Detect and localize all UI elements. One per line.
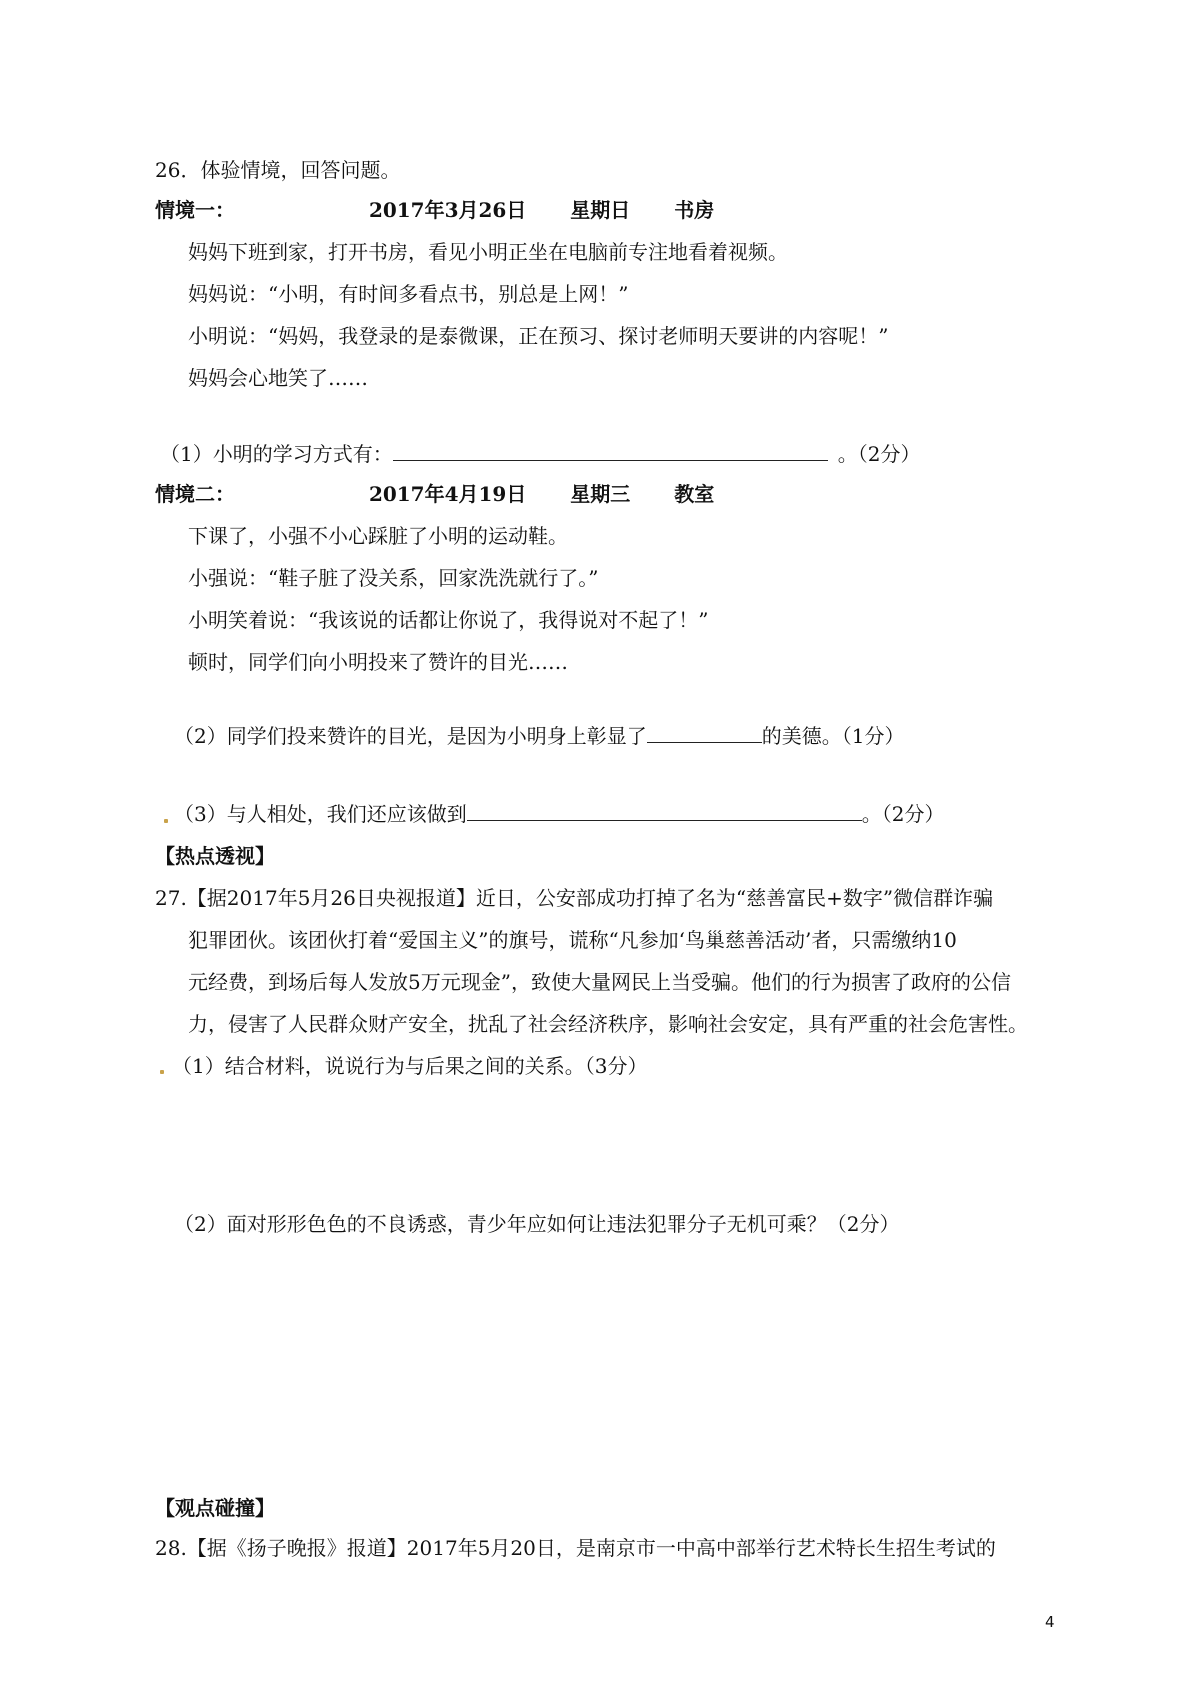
q26-sub2-answer-blank[interactable] (647, 724, 762, 743)
q27-sub2: （2）面对形形色色的不良诱惑，青少年应如何让违法犯罪分子无机可乘？（2分） (174, 1212, 900, 1236)
q28-line-1: 28.【据《扬子晚报》报道】2017年5月20日，是南京市一中高中部举行艺术特长生招生考试的 (155, 1536, 996, 1560)
q26-sub3 (174, 800, 944, 828)
q26-sub3-prompt: （3）与人相处，我们还应该做到 (174, 802, 467, 826)
scene2-date: 2017年4月19日 (368, 482, 527, 506)
scan-speck (164, 819, 168, 823)
page-number: 4 (1045, 1613, 1055, 1631)
q26-sub1-prompt: （1）小明的学习方式有： (160, 442, 393, 466)
scene1-weekday: 星期日 (570, 198, 631, 222)
q26-sub1-score: 。（2分） (837, 442, 921, 466)
scene1-place: 书房 (674, 198, 715, 222)
scene1-date: 2017年3月26日 (368, 198, 527, 222)
scene1-line-3: 小明说：“妈妈，我登录的是泰微课，正在预习、探讨老师明天要讲的内容呢！” (188, 324, 889, 348)
scene1-line-4: 妈妈会心地笑了…… (188, 366, 368, 390)
q27-line-2: 犯罪团伙。该团伙打着“爱国主义”的旗号，谎称“凡参加‘鸟巢慈善活动’者，只需缴纳10 (188, 928, 957, 952)
q27-line-4: 力，侵害了人民群众财产安全，扰乱了社会经济秩序，影响社会安定，具有严重的社会危害性。 (188, 1012, 1028, 1036)
q27-sub1: （1）结合材料，说说行为与后果之间的关系。（3分） (172, 1054, 648, 1078)
scene1-line-1: 妈妈下班到家，打开书房，看见小明正坐在电脑前专注地看着视频。 (188, 240, 788, 264)
scene2-title (155, 480, 714, 508)
q26-sub2-prompt: （2）同学们投来赞许的目光，是因为小明身上彰显了 (174, 724, 647, 748)
scene2-line-3: 小明笑着说：“我该说的话都让你说了，我得说对不起了！” (188, 608, 709, 632)
scene2-place: 教室 (674, 482, 715, 506)
q26-sub2-score: 的美德。（1分） (761, 724, 905, 748)
scene1-title (155, 196, 714, 224)
q26-sub3-score: 。（2分） (861, 802, 945, 826)
q26-sub2 (174, 722, 904, 750)
q26-heading: 26．体验情境，回答问题。 (155, 158, 401, 182)
scene2-weekday: 星期三 (570, 482, 631, 506)
q26-sub3-answer-blank[interactable] (467, 802, 862, 821)
q27-line-1: 27.【据2017年5月26日央视报道】近日，公安部成功打掉了名为“慈善富民+数字”微信群诈骗 (155, 886, 994, 910)
q27-line-3: 元经费，到场后每人发放5万元现金”，致使大量网民上当受骗。他们的行为损害了政府的公信 (188, 970, 1011, 994)
section-viewpoints: 【观点碰撞】 (155, 1496, 275, 1520)
scene2-line-2: 小强说：“鞋子脏了没关系，回家洗洗就行了。” (188, 566, 599, 590)
q26-sub1-answer-blank[interactable] (393, 442, 828, 461)
scene2-line-4: 顿时，同学们向小明投来了赞许的目光…… (188, 650, 568, 674)
scan-speck (160, 1070, 164, 1074)
scene1-label: 情境一： (155, 198, 235, 222)
q26-sub1 (160, 440, 920, 468)
scene2-label: 情境二： (155, 482, 235, 506)
scene1-line-2: 妈妈说：“小明，有时间多看点书，别总是上网！” (188, 282, 629, 306)
section-hot-topics: 【热点透视】 (155, 844, 275, 868)
scene2-line-1: 下课了，小强不小心踩脏了小明的运动鞋。 (188, 524, 568, 548)
